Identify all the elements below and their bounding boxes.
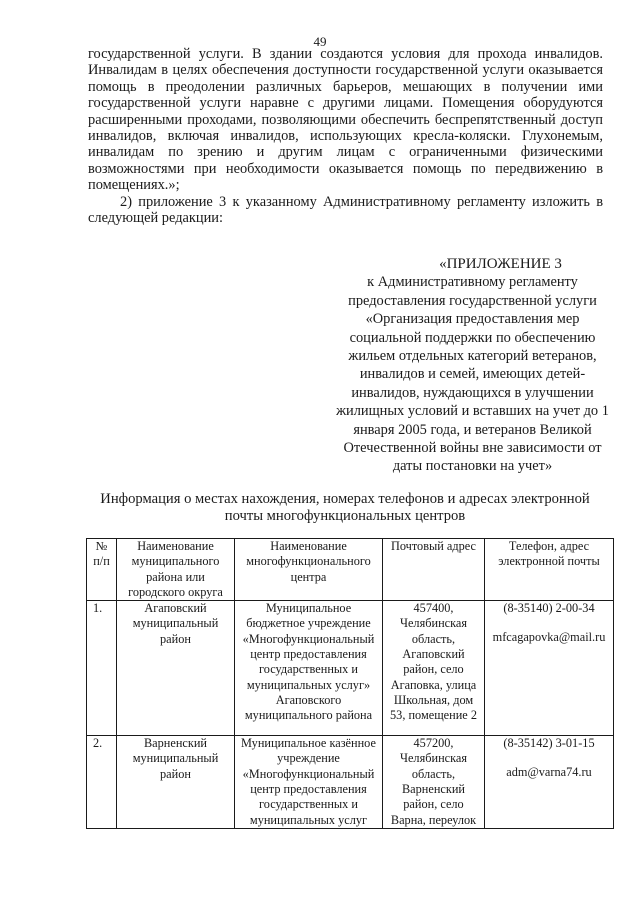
appendix-text: к Административному регламенту предоставления государственной услуги «Организация предоставления мер социальной поддержки по обеспечению жильем отдельных категорий ветеранов, инвалидов и семей, имеющих детей-инвалидов, нуждающихся в улучшении жилищных условий и вставших на учет до 1 января 2005 года, и ветеранов Великой Отечественной войны вне зависимости от даты постановки на учет» <box>336 274 609 475</box>
phone-number: (8-35140) 2-00-34 <box>503 601 595 616</box>
appendix-title: «ПРИЛОЖЕНИЕ 3 <box>439 256 562 272</box>
postal-address: 457200, Челябинская область, Варненский район, село Варна, переулок <box>383 736 485 829</box>
header-address: Почтовый адрес <box>383 539 485 601</box>
table-header-row <box>87 539 614 601</box>
district-name: Агаповский муниципальный район <box>117 601 235 736</box>
row-number: 2. <box>87 736 117 829</box>
page-number: 49 <box>313 34 327 49</box>
email-address: mfcagapovka@mail.ru <box>492 630 606 645</box>
table-title: Информация о местах нахождения, номерах телефонов и адресах электронной почты многофункциональных центров <box>100 491 590 524</box>
appendix-header <box>330 255 615 476</box>
header-contacts: Телефон, адрес электронной почты <box>485 539 614 601</box>
center-name: Муниципальное бюджетное учреждение «Многофункциональный центр предоставления государственных и муниципальных услуг» Агаповского муниципального района <box>235 601 383 736</box>
center-name: Муниципальное казённое учреждение «Многофункциональный центр предоставления государственных и муниципальных услуг <box>235 736 383 829</box>
row-number: 1. <box>87 601 117 736</box>
postal-address: 457400, Челябинская область, Агаповский район, село Агаповка, улица Школьная, дом 53, помещение 2 <box>383 601 485 736</box>
contacts-cell <box>485 736 614 829</box>
paragraph-amendment: 2) приложение 3 к указанному Административному регламенту изложить в следующей редакции: <box>88 193 603 227</box>
header-center: Наименование многофункционального центра <box>235 539 383 601</box>
body-text <box>88 46 603 226</box>
header-district: Наименование муниципального района или городского округа <box>117 539 235 601</box>
contacts-cell <box>485 601 614 736</box>
header-number: № п/п <box>87 539 117 601</box>
phone-number: (8-35142) 3-01-15 <box>503 736 595 751</box>
paragraph-accessibility: государственной услуги. В здании создаются условия для прохода инвалидов. Инвалидам в целях обеспечения доступности государственной услуги оказывается помощь в преодолении различных барьеров, мешающих в получении ими государственной услуги наравне с другими лицами. Помещения оборудуются расширенными проходами, позволяющими обеспечить беспрепятственный доступ инвалидов, включая инвалидов, использующих кресла-коляски. Глухонемым, инвалидам по зрению и другим лицам с ограниченными физическими возможностями при необходимости оказывается помощь по передвижению в помещениях.»; <box>88 46 603 194</box>
table-row <box>87 736 614 829</box>
table-row <box>87 601 614 736</box>
email-address: adm@varna74.ru <box>506 765 592 780</box>
mfc-table <box>86 538 614 829</box>
district-name: Варненский муниципальный район <box>117 736 235 829</box>
